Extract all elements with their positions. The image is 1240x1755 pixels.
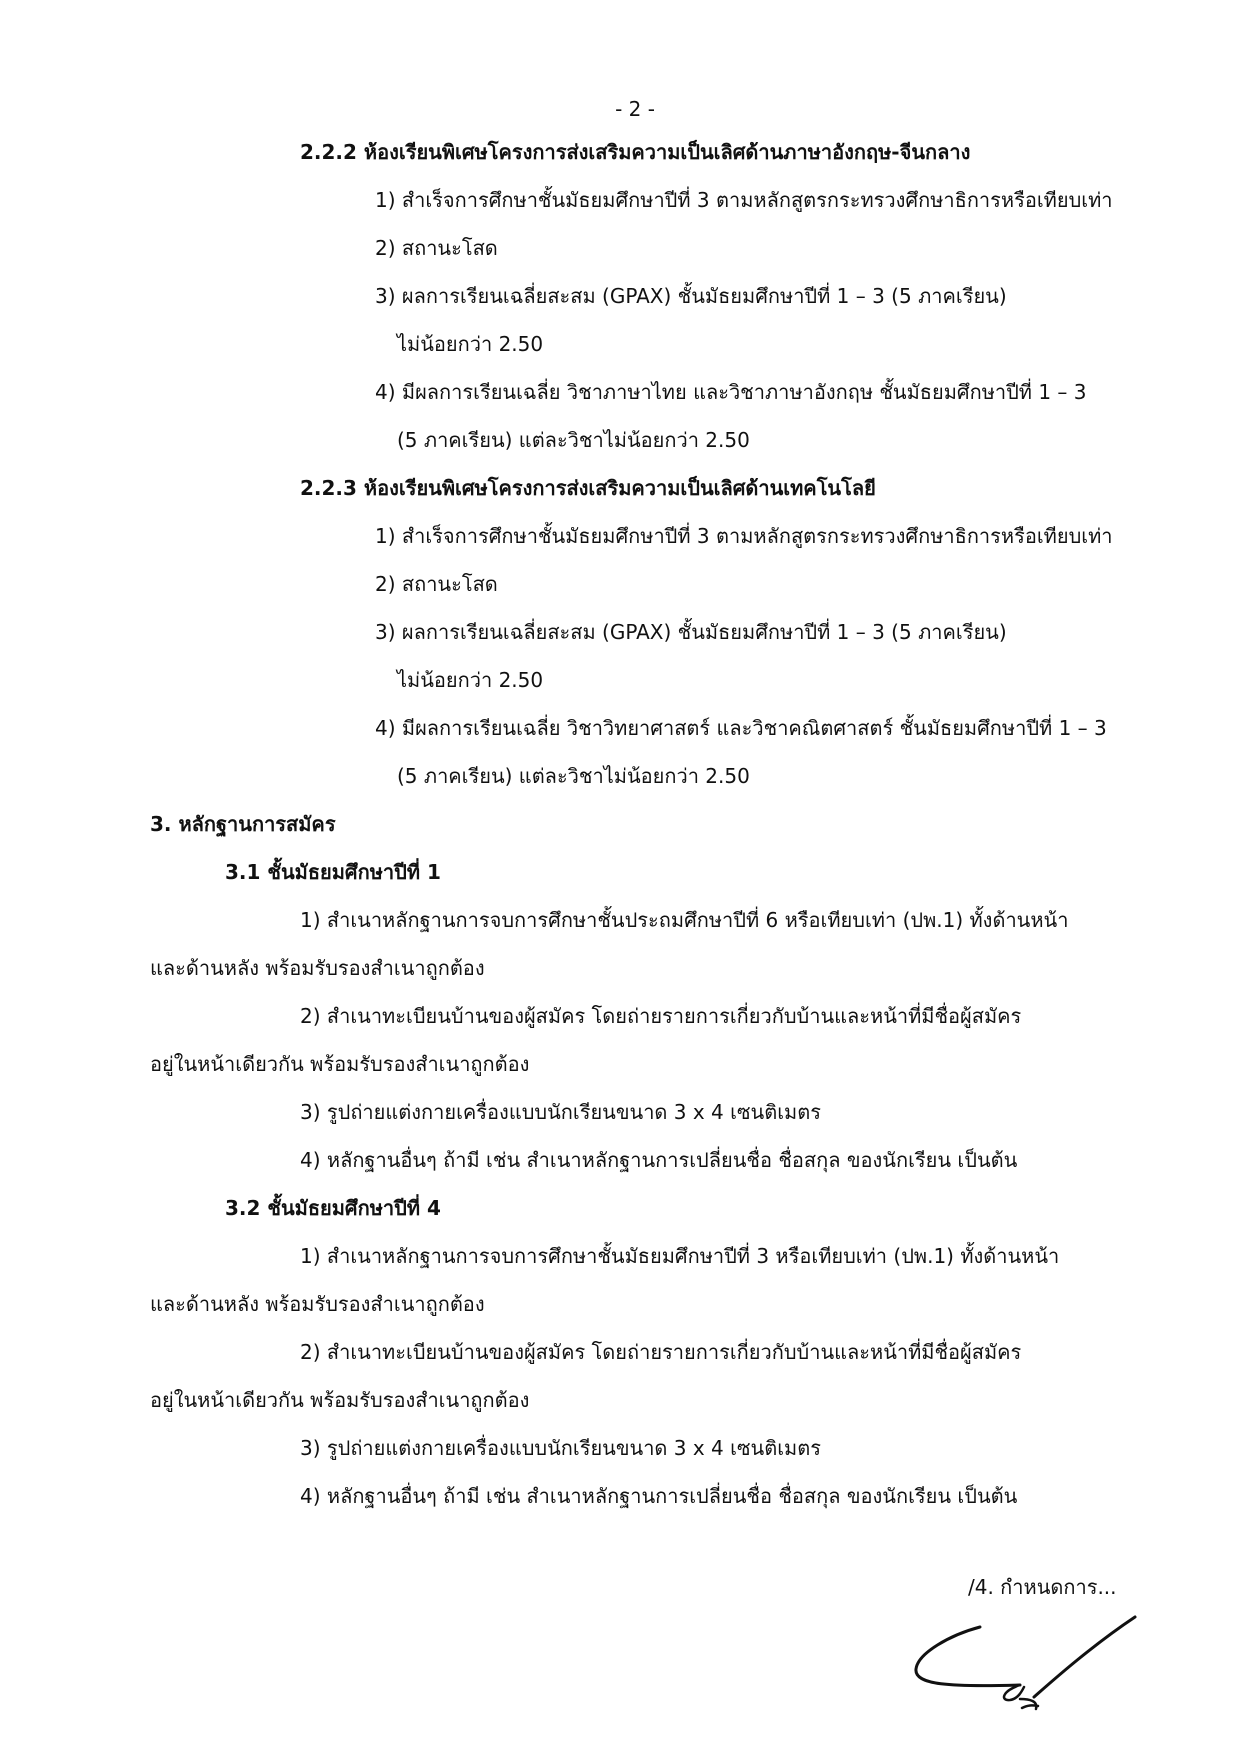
list-item: 4) มีผลการเรียนเฉลี่ย วิชาภาษาไทย และวิชาภาษาอังกฤษ ชั้นมัธยมศึกษาปีที่ 1 – 3 (375, 380, 1087, 404)
paragraph-line: และด้านหลัง พร้อมรับรองสำเนาถูกต้อง (150, 1292, 485, 1316)
section-heading-3: 3. หลักฐานการสมัคร (150, 812, 336, 836)
list-item: 1) สำเร็จการศึกษาชั้นมัธยมศึกษาปีที่ 3 ตามหลักสูตรกระทรวงศึกษาธิการหรือเทียบเท่า (375, 188, 1113, 212)
paragraph-line: อยู่ในหน้าเดียวกัน พร้อมรับรองสำเนาถูกต้อง (150, 1052, 530, 1076)
paragraph-line: 4) หลักฐานอื่นๆ ถ้ามี เช่น สำเนาหลักฐานการเปลี่ยนชื่อ ชื่อสกุล ของนักเรียน เป็นต้น (300, 1148, 1018, 1172)
list-item-continuation: (5 ภาคเรียน) แต่ละวิชาไม่น้อยกว่า 2.50 (397, 764, 750, 788)
paragraph-line: และด้านหลัง พร้อมรับรองสำเนาถูกต้อง (150, 956, 485, 980)
paragraph-line: 3) รูปถ่ายแต่งกายเครื่องแบบนักเรียนขนาด 3 x 4 เซนติเมตร (300, 1436, 821, 1460)
list-item-continuation: ไม่น้อยกว่า 2.50 (397, 668, 544, 692)
paragraph-line: 1) สำเนาหลักฐานการจบการศึกษาชั้นประถมศึกษาปีที่ 6 หรือเทียบเท่า (ปพ.1) ทั้งด้านหน้า (300, 908, 1069, 932)
paragraph-line: 2) สำเนาทะเบียนบ้านของผู้สมัคร โดยถ่ายรายการเกี่ยวกับบ้านและหน้าที่มีชื่อผู้สมัคร (300, 1340, 1022, 1364)
paragraph-line: 4) หลักฐานอื่นๆ ถ้ามี เช่น สำเนาหลักฐานการเปลี่ยนชื่อ ชื่อสกุล ของนักเรียน เป็นต้น (300, 1484, 1018, 1508)
signature-stroke (916, 1627, 1020, 1686)
list-item: 3) ผลการเรียนเฉลี่ยสะสม (GPAX) ชั้นมัธยมศึกษาปีที่ 1 – 3 (5 ภาคเรียน) (375, 620, 1007, 644)
page-number: - 2 - (615, 97, 655, 121)
list-item-continuation: (5 ภาคเรียน) แต่ละวิชาไม่น้อยกว่า 2.50 (397, 428, 750, 452)
paragraph-line: 1) สำเนาหลักฐานการจบการศึกษาชั้นมัธยมศึกษาปีที่ 3 หรือเทียบเท่า (ปพ.1) ทั้งด้านหน้า (300, 1244, 1060, 1268)
signature-image (910, 1605, 1170, 1725)
list-item: 4) มีผลการเรียนเฉลี่ย วิชาวิทยาศาสตร์ และวิชาคณิตศาสตร์ ชั้นมัธยมศึกษาปีที่ 1 – 3 (375, 716, 1107, 740)
list-item: 3) ผลการเรียนเฉลี่ยสะสม (GPAX) ชั้นมัธยมศึกษาปีที่ 1 – 3 (5 ภาคเรียน) (375, 284, 1007, 308)
list-item-continuation: ไม่น้อยกว่า 2.50 (397, 332, 544, 356)
list-item: 2) สถานะโสด (375, 572, 498, 596)
subsection-heading-3-1: 3.1 ชั้นมัธยมศึกษาปีที่ 1 (225, 860, 441, 884)
paragraph-line: อยู่ในหน้าเดียวกัน พร้อมรับรองสำเนาถูกต้อง (150, 1388, 530, 1412)
signature-stroke (1034, 1617, 1135, 1697)
section-heading-2-2-3: 2.2.3 ห้องเรียนพิเศษโครงการส่งเสริมความเป็นเลิศด้านเทคโนโลยี (300, 476, 876, 500)
continuation-note: /4. กำหนดการ... (968, 1575, 1117, 1599)
list-item: 2) สถานะโสด (375, 236, 498, 260)
paragraph-line: 3) รูปถ่ายแต่งกายเครื่องแบบนักเรียนขนาด 3 x 4 เซนติเมตร (300, 1100, 821, 1124)
subsection-heading-3-2: 3.2 ชั้นมัธยมศึกษาปีที่ 4 (225, 1196, 441, 1220)
list-item: 1) สำเร็จการศึกษาชั้นมัธยมศึกษาปีที่ 3 ตามหลักสูตรกระทรวงศึกษาธิการหรือเทียบเท่า (375, 524, 1113, 548)
section-heading-2-2-2: 2.2.2 ห้องเรียนพิเศษโครงการส่งเสริมความเป็นเลิศด้านภาษาอังกฤษ-จีนกลาง (300, 140, 971, 164)
paragraph-line: 2) สำเนาทะเบียนบ้านของผู้สมัคร โดยถ่ายรายการเกี่ยวกับบ้านและหน้าที่มีชื่อผู้สมัคร (300, 1004, 1022, 1028)
